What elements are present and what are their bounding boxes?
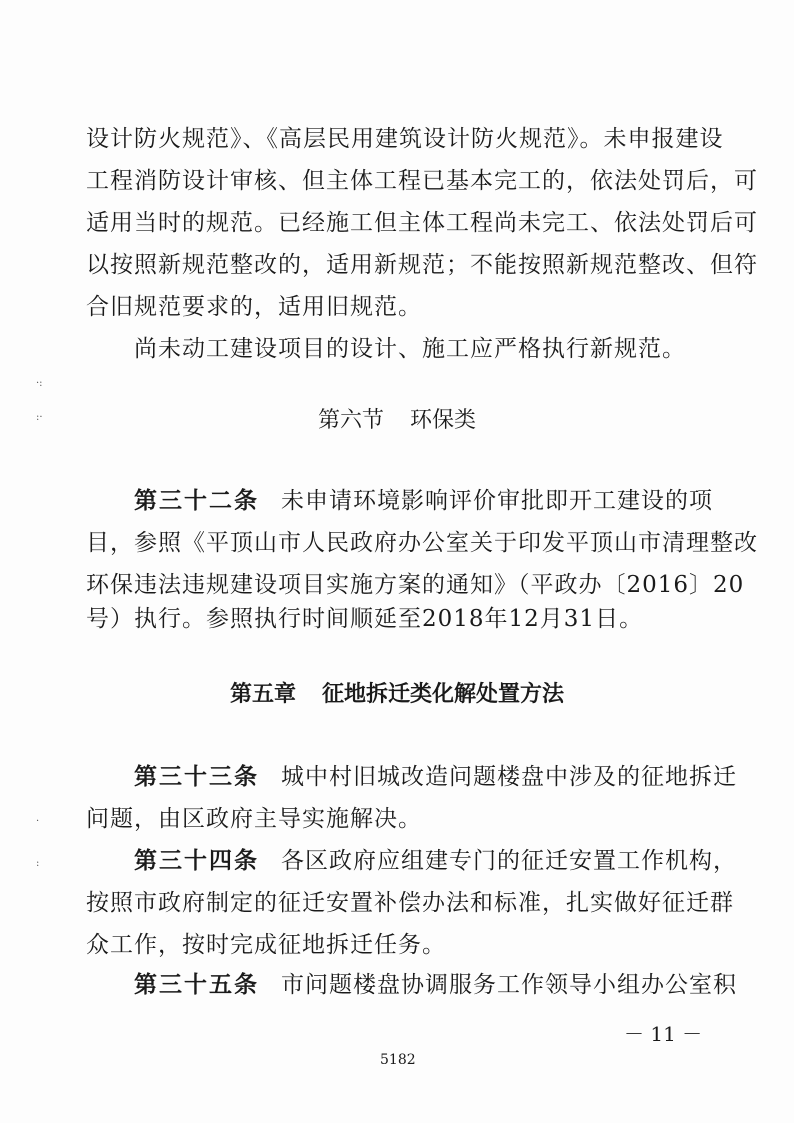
scan-speck: ·: (36, 378, 43, 389)
paragraph-line: 适用当时的规范。已经施工但主体工程尚未完工、依法处罚后可 (86, 210, 758, 236)
paragraph-line: 合旧规范要求的，适用旧规范。 (86, 294, 422, 320)
article-text: 未申请环境影响评价审批即开工建设的项 (281, 488, 713, 514)
paragraph-line: 以按照新规范整改的，适用新规范；不能按照新规范整改、但符 (86, 252, 758, 278)
paragraph-line: 问题，由区政府主导实施解决。 (86, 806, 422, 832)
article-first-line (134, 846, 764, 876)
paragraph-line: 设计防火规范》、《高层民用建筑设计防火规范》。未申报建设 (86, 126, 724, 152)
paragraph-line: 目，参照《平顶山市人民政府办公室关于印发平顶山市清理整改 (86, 530, 758, 556)
paragraph-line: 按照市政府制定的征迁安置补偿办法和标准，扎实做好征迁群 (86, 890, 734, 916)
article-number: 第三十三条 (134, 764, 259, 790)
section-number: 第六节 (317, 408, 384, 433)
chapter-title: 征地拆迁类化解处置方法 (322, 682, 565, 707)
article-first-line (134, 486, 764, 516)
article-first-line (134, 762, 764, 792)
paragraph-line: 众工作，按时完成征地拆迁任务。 (86, 932, 446, 958)
scan-speck: : (36, 858, 40, 869)
article-number: 第三十二条 (134, 488, 259, 514)
article-first-line (134, 970, 764, 1000)
article-number: 第三十四条 (134, 848, 259, 874)
stamp-number: 5182 (380, 1052, 416, 1068)
scan-speck: :· (36, 412, 43, 423)
section-heading (0, 406, 794, 436)
section-title: 环保类 (410, 408, 477, 433)
chapter-number: 第五章 (229, 682, 296, 707)
paragraph-line: 尚未动工建设项目的设计、施工应严格执行新规范。 (134, 336, 686, 362)
article-number: 第三十五条 (134, 972, 259, 998)
article-text: 各区政府应组建专门的征迁安置工作机构， (281, 848, 737, 874)
page-number: － 11 － (624, 1022, 703, 1046)
paragraph-line: 号）执行。参照执行时间顺延至2018年12月31日。 (86, 606, 644, 632)
paragraph-line: 环保违法违规建设项目实施方案的通知》（平政办〔2016〕20 (86, 572, 745, 598)
article-text: 城中村旧城改造问题楼盘中涉及的征地拆迁 (281, 764, 737, 790)
paragraph-line: 工程消防设计审核、但主体工程已基本完工的，依法处罚后，可 (86, 168, 758, 194)
chapter-heading (0, 680, 794, 710)
scan-speck: · (36, 816, 40, 827)
article-text: 市问题楼盘协调服务工作领导小组办公室积 (281, 972, 737, 998)
